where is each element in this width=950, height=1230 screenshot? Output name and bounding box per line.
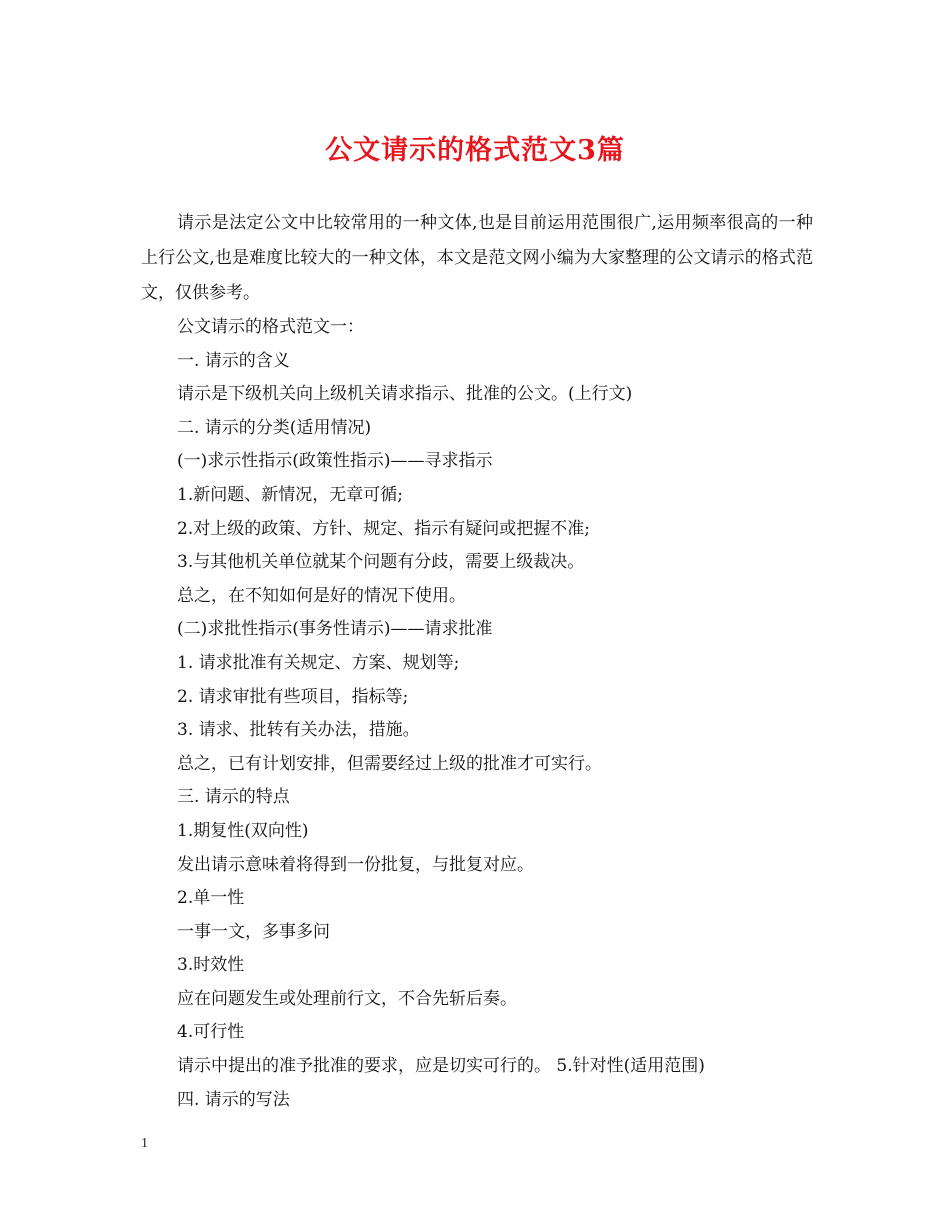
body-line: 一. 请示的含义 xyxy=(177,350,290,371)
body-line: 3. 请求、批转有关办法，措施。 xyxy=(177,720,420,741)
body-line: 3.与其他机关单位就某个问题有分歧，需要上级裁决。 xyxy=(177,552,585,573)
document-title: 公文请示的格式范文3篇 xyxy=(325,135,625,166)
body-line: 四. 请示的写法 xyxy=(177,1089,290,1110)
body-line: 应在问题发生或处理前行文，不合先斩后奏。 xyxy=(177,988,517,1009)
body-line: 三. 请示的特点 xyxy=(177,787,290,808)
body-line: 4.可行性 xyxy=(177,1022,245,1043)
body-lines xyxy=(177,311,827,1117)
body-line: 1.新问题、新情况，无章可循; xyxy=(177,484,403,505)
body-line: 公文请示的格式范文一： xyxy=(177,317,364,337)
body-line: 2.单一性 xyxy=(177,888,245,909)
body-line: (一)求示性指示(政策性指示)——寻求指示 xyxy=(177,451,493,472)
body-line: 一事一文，多事多问 xyxy=(177,921,330,942)
body-line: 请示中提出的准予批准的要求，应是切实可行的。 5.针对性(适用范围) xyxy=(177,1056,705,1077)
body-line: 2. 请求审批有些项目，指标等; xyxy=(177,686,409,707)
body-line: (二)求批性指示(事务性请示)——请求批准 xyxy=(177,619,493,640)
body-line: 总之，已有计划安排，但需要经过上级的批准才可实行。 xyxy=(177,753,602,774)
intro-paragraph: 请示是法定公文中比较常用的一种文体,也是目前运用范围很广,运用频率很高的一种上行公文,也是难度比较大的一种文体，本文是范文网小编为大家整理的公文请示的格式范文，仅供参考。 xyxy=(141,213,813,303)
body-line: 1. 请求批准有关规定、方案、规划等; xyxy=(177,652,460,673)
body-line: 发出请示意味着将得到一份批复，与批复对应。 xyxy=(177,854,534,875)
body-line: 1.期复性(双向性) xyxy=(177,820,309,841)
body-line: 请示是下级机关向上级机关请求指示、批准的公文。(上行文) xyxy=(177,384,633,405)
page-number: 1 xyxy=(141,1136,148,1151)
body-line: 2.对上级的政策、方针、规定、指示有疑问或把握不准; xyxy=(177,518,590,539)
body-line: 3.时效性 xyxy=(177,955,245,976)
body-line: 总之，在不知如何是好的情况下使用。 xyxy=(177,585,466,606)
body-line: 二. 请示的分类(适用情况) xyxy=(177,417,372,438)
